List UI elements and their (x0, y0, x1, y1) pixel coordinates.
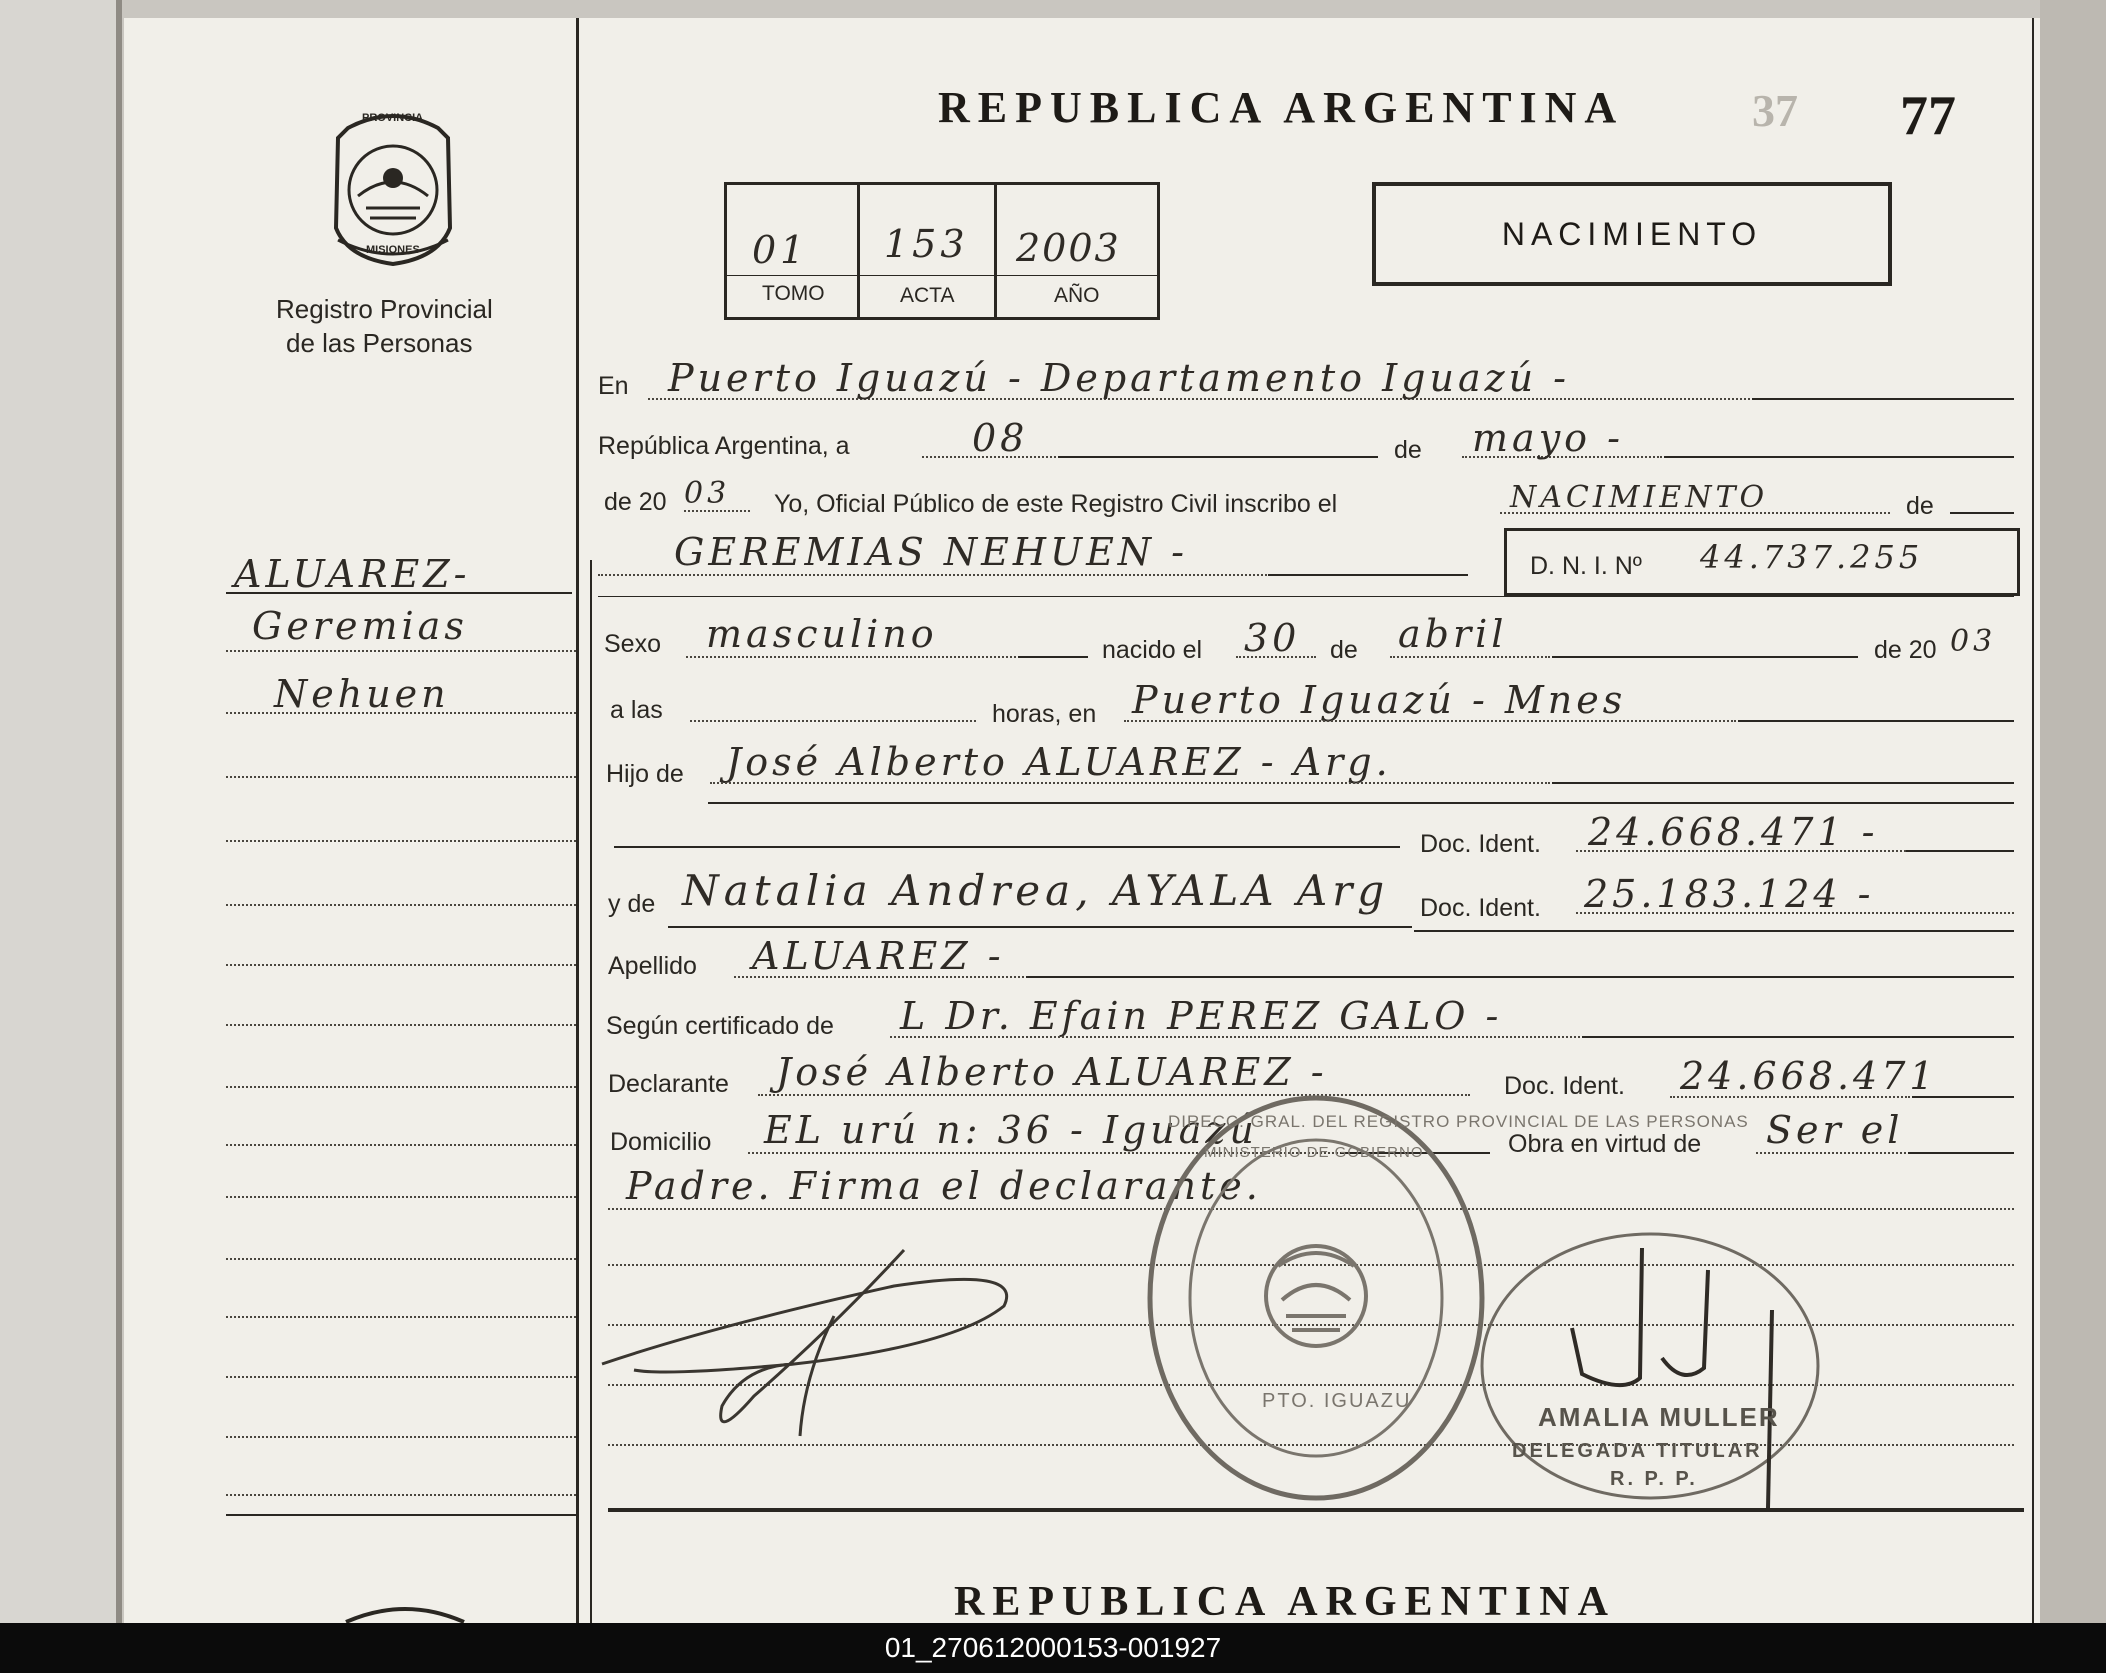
dni-label: D. N. I. Nº (1530, 552, 1642, 580)
record-type-box (1372, 182, 1892, 286)
sexo-value: masculino (706, 612, 938, 656)
father-doc: 24.668.471 - (1588, 810, 1879, 854)
logo-top-text: PROVINCIA (362, 112, 424, 124)
de-label-1: de (1394, 436, 1422, 464)
next-page-edge (2040, 0, 2106, 1623)
margin-name-1: Geremias (252, 604, 468, 648)
official-name: AMALIA MULLER (1538, 1402, 1780, 1432)
yde-label: y de (608, 890, 656, 918)
event-type-value: NACIMIENTO (1510, 480, 1769, 515)
folio-faint: 37 (1752, 85, 1798, 136)
certificate-by: L Dr. Efain PEREZ GALO - (900, 994, 1503, 1038)
declarant-signature (594, 1246, 1034, 1446)
next-entry-title: REPUBLICA ARGENTINA (954, 1579, 1616, 1623)
scan-filename: 01_270612000153-001927 (0, 1623, 2106, 1673)
logo-bottom-text: MISIONES (366, 244, 420, 256)
birth-year: 03 (1950, 624, 1997, 659)
province-seal-icon (318, 108, 468, 266)
de20-label-2: de 20 (1874, 636, 1937, 664)
father-name: José Alberto ALUAREZ - Arg. (726, 740, 1392, 784)
birth-place: Puerto Iguazú - Mnes (1132, 678, 1627, 722)
domicilio-label: Domicilio (610, 1128, 712, 1156)
de20-label: de 20 (604, 488, 667, 516)
tomo-label: TOMO (762, 282, 825, 305)
horas-label: horas, en (992, 700, 1097, 728)
margin-name-2: Nehuen (274, 672, 450, 716)
birth-day: 30 (1244, 616, 1301, 660)
official-office: R. P. P. (1610, 1468, 1698, 1490)
de-label-2: de (1906, 492, 1934, 520)
doc-label-2: Doc. Ident. (1420, 894, 1541, 922)
republica-label: República Argentina, a (598, 432, 850, 460)
previous-page-edge (0, 0, 122, 1623)
hijo-label: Hijo de (606, 760, 684, 788)
mother-name: Natalia Andrea, AYALA Arg (682, 866, 1390, 915)
anio-value: 2003 (1016, 226, 1121, 270)
left-margin-divider-2 (590, 560, 592, 1623)
segun-label: Según certificado de (606, 1012, 834, 1040)
stamp-ring-text: DIRECC. GRAL. DEL REGISTRO PROVINCIAL DE LAS PERSONAS (1168, 1112, 1749, 1131)
stamp-inner-text: MINISTERIO DE GOBIERNO (1204, 1144, 1424, 1161)
doc-label-1: Doc. Ident. (1420, 830, 1541, 858)
anio-label: AÑO (1054, 284, 1100, 307)
acta-value: 153 (884, 222, 969, 266)
de-label-3: de (1330, 636, 1358, 664)
apellido-label: Apellido (608, 952, 697, 980)
yo-label: Yo, Oficial Público de este Registro Civil inscribo el (774, 490, 1338, 518)
place-of-registration: Puerto Iguazú - Departamento Iguazú - (668, 356, 1571, 400)
registration-year: 03 (684, 476, 731, 511)
en-label: En (598, 372, 629, 400)
mother-doc: 25.183.124 - (1584, 872, 1875, 916)
province-seal-partial-icon (340, 1600, 470, 1623)
registry-name-line1: Registro Provincial (276, 294, 493, 324)
official-role: DELEGADA TITULAR (1512, 1440, 1763, 1462)
registration-day: 08 (972, 416, 1029, 460)
margin-surname: ALUAREZ- (234, 552, 471, 596)
left-margin-divider (576, 18, 579, 1623)
birth-month: abril (1398, 612, 1508, 656)
domicilio-value: EL urú n: 36 - Iguazú (764, 1108, 1258, 1152)
alas-label: a las (610, 696, 663, 724)
apellido-value: ALUAREZ - (752, 934, 1005, 978)
official-signature-seal (1472, 1218, 1822, 1508)
registration-month: mayo - (1472, 416, 1624, 460)
tomo-value: 01 (752, 228, 809, 272)
acta-label: ACTA (900, 284, 955, 307)
record-type-label: NACIMIENTO (1501, 216, 1763, 252)
stamp-place: PTO. IGUAZU (1262, 1390, 1412, 1412)
obra-label: Obra en virtud de (1508, 1130, 1702, 1158)
declarante-name: José Alberto ALUAREZ - (776, 1050, 1328, 1094)
nacido-label: nacido el (1102, 636, 1203, 664)
right-page-edge-line (2032, 18, 2034, 1623)
declarante-doc: 24.668.471 (1680, 1054, 1938, 1098)
child-name-value: GEREMIAS NEHUEN - (674, 530, 1188, 574)
dni-value: 44.737.255 (1700, 538, 1924, 576)
folio-number: 77 (1900, 85, 1956, 147)
declarante-label: Declarante (608, 1070, 729, 1098)
obra-value: Ser el (1766, 1108, 1904, 1152)
doc-label-3: Doc. Ident. (1504, 1072, 1625, 1100)
registry-name-line2: de las Personas (286, 328, 473, 358)
page-title: REPUBLICA ARGENTINA (938, 83, 1625, 132)
obra-continuation: Padre. Firma el declarante. (626, 1164, 1262, 1208)
sexo-label: Sexo (604, 630, 661, 658)
